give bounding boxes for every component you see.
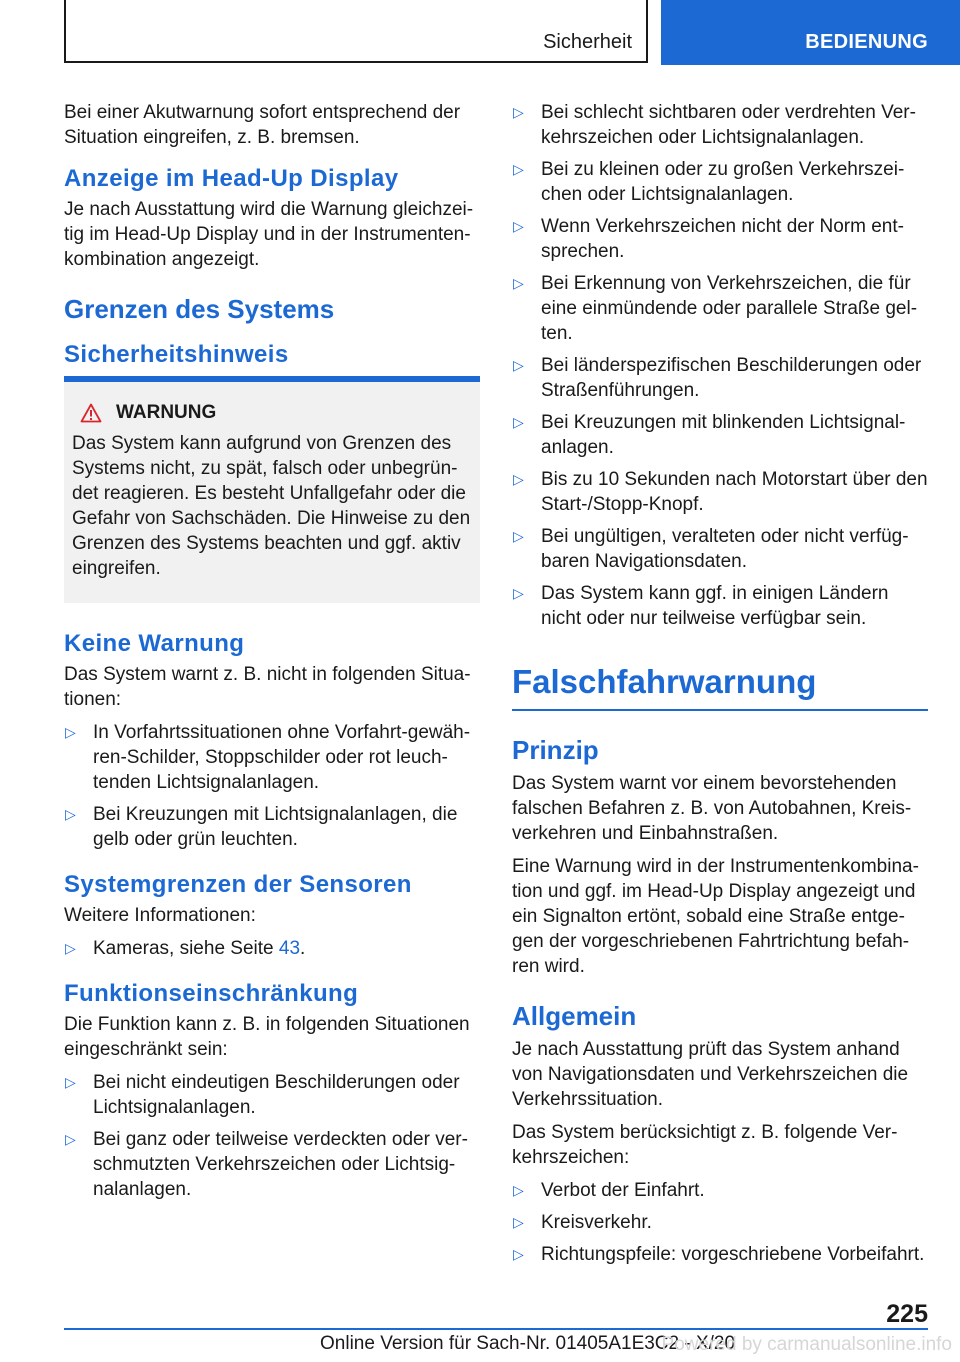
list-item: ▷ Bei Kreuzungen mit Lichtsignalanlagen, die gelb oder grün leuchten.	[65, 804, 458, 850]
bullet-icon: ▷	[513, 585, 524, 601]
function-paragraph: Die Funktion kann z. B. in folgenden Situationen eingeschränkt sein:	[64, 1014, 470, 1060]
list-item: ▷ Bei länderspezifischen Beschilderungen oder Straßenführungen.	[513, 355, 922, 401]
bullet-icon: ▷	[513, 1246, 524, 1262]
page-number: 225	[886, 1300, 928, 1328]
list-item: ▷ Bei schlecht sichtbaren oder verdrehten Ver-kehrszeichen oder Lichtsignalanlagen.	[513, 102, 916, 148]
list-item: ▷ Richtungspfeile: vorgeschriebene Vorbeifahrt.	[513, 1244, 925, 1265]
general-paragraph-1: Je nach Ausstattung prüft das System anhand von Navigationsdaten und Verkehrszeichen die Verkehrssituation.	[512, 1039, 909, 1110]
list-item: ▷ Verbot der Einfahrt.	[513, 1180, 705, 1201]
bullet-icon: ▷	[513, 1182, 524, 1198]
warning-label: WARNUNG	[116, 402, 217, 423]
safety-heading: Sicherheitshinweis	[64, 341, 289, 368]
chapter-title: BEDIENUNG	[805, 31, 928, 53]
bullet-icon: ▷	[513, 414, 524, 430]
bullet-icon: ▷	[513, 528, 524, 544]
bullet-icon: ▷	[513, 471, 524, 487]
chapter-tab	[661, 0, 960, 65]
general-paragraph-2: Das System berücksichtigt z. B. folgende Ver-kehrszeichen:	[512, 1122, 898, 1168]
no-warning-list	[64, 720, 480, 852]
hud-paragraph: Je nach Ausstattung wird die Warnung gleichzei-tig im Head-Up Display und in der Instrumenten-kombination angezeigt.	[64, 199, 474, 270]
bullet-icon: ▷	[513, 357, 524, 373]
section-tab	[64, 0, 648, 63]
watermark-text: Powered by carmanualsonline.info	[661, 1334, 952, 1355]
list-item: ▷ Bei Kreuzungen mit blinkenden Lichtsignal-anlagen.	[513, 412, 906, 458]
principle-paragraph-2: Eine Warnung wird in der Instrumentenkombina-tion und ggf. im Head-Up Display angezeigt und ein Signalton ertönt, sobald eine Straße entge-gen der vorgeschriebenen Fahrtrichtung befah-ren wird.	[512, 856, 919, 977]
bullet-icon: ▷	[65, 1074, 76, 1090]
sensor-list	[64, 936, 480, 961]
list-item: ▷ Kameras, siehe Seite 43.	[65, 938, 306, 959]
list-item: ▷ Kreisverkehr.	[513, 1212, 652, 1233]
bullet-icon: ▷	[513, 1214, 524, 1230]
general-heading: Allgemein	[512, 1001, 637, 1031]
bullet-icon: ▷	[513, 161, 524, 177]
general-list	[512, 1178, 928, 1267]
bullet-icon: ▷	[513, 104, 524, 120]
warning-text: Das System kann aufgrund von Grenzen des Systems nicht, zu spät, falsch oder unbegrün-det reagieren. Es besteht Unfallgefahr oder die Gefahr von Sachschäden. Die Hinweise zu den Grenzen des Systems beachten und ggf. aktiv eingreifen.	[72, 433, 471, 579]
list-item: ▷ Bei ungültigen, veralteten oder nicht verfüg-baren Navigationsdaten.	[513, 526, 909, 572]
bullet-icon: ▷	[513, 218, 524, 234]
limits-heading: Grenzen des Systems	[64, 294, 335, 324]
function-heading: Funktionseinschränkung	[64, 980, 359, 1007]
list-item: ▷ Bei ganz oder teilweise verdeckten oder ver-schmutzten Verkehrszeichen oder Lichtsig-nalanlagen.	[65, 1129, 468, 1200]
no-warning-paragraph: Das System warnt z. B. nicht in folgenden Situa-tionen:	[64, 664, 471, 710]
no-warning-heading: Keine Warnung	[64, 630, 245, 657]
list-item: ▷ Bei zu kleinen oder zu großen Verkehrszei-chen oder Lichtsignalanlagen.	[513, 159, 905, 205]
warning-box	[64, 376, 480, 603]
principle-heading: Prinzip	[512, 735, 599, 765]
section-title: Sicherheit	[543, 31, 632, 53]
list-item: ▷ In Vorfahrtssituationen ohne Vorfahrt-gewäh-ren-Schilder, Stoppschilder oder rot leuch-tenden Lichtsignalanlagen.	[65, 722, 471, 793]
function-list	[64, 1070, 480, 1202]
list-item: ▷ Das System kann ggf. in einigen Ländern nicht oder nur teilweise verfügbar sein.	[513, 583, 889, 629]
intro-paragraph: Bei einer Akutwarnung sofort entsprechend der Situation eingreifen, z. B. bremsen.	[64, 102, 461, 148]
warning-header	[72, 402, 472, 424]
page-link[interactable]: 43	[278, 938, 301, 959]
bullet-icon: ▷	[513, 275, 524, 291]
left-column	[64, 100, 480, 1209]
limits-list	[512, 100, 928, 631]
bullet-icon: ▷	[65, 806, 76, 822]
list-item: ▷ Bei Erkennung von Verkehrszeichen, die für eine einmündende oder parallele Straße gel-ten.	[513, 273, 918, 344]
bullet-icon: ▷	[65, 940, 76, 956]
sensor-heading: Systemgrenzen der Sensoren	[64, 871, 412, 898]
right-column	[512, 100, 928, 1274]
principle-paragraph-1: Das System warnt vor einem bevorstehenden falschen Befahren z. B. von Autobahnen, Kreis-verkehren und Einbahnstraßen.	[512, 773, 912, 844]
list-item: ▷ Bis zu 10 Sekunden nach Motorstart über den Start-/Stopp-Knopf.	[513, 469, 928, 515]
warning-icon	[80, 403, 102, 423]
page-header	[0, 0, 960, 66]
sensor-paragraph: Weitere Informationen:	[64, 905, 256, 926]
footer-divider	[64, 1328, 928, 1330]
list-item: ▷ Bei nicht eindeutigen Beschilderungen oder Lichtsignalanlagen.	[65, 1072, 460, 1118]
bullet-icon: ▷	[65, 724, 76, 740]
bullet-icon: ▷	[65, 1131, 76, 1147]
list-item: ▷ Wenn Verkehrszeichen nicht der Norm ent-sprechen.	[513, 216, 904, 262]
online-version-text: Online Version für Sach-Nr. 01405A1E3C2 - X/20	[320, 1333, 736, 1354]
hud-heading: Anzeige im Head-Up Display	[64, 165, 399, 192]
main-heading: Falschfahrwarnung	[512, 661, 928, 711]
